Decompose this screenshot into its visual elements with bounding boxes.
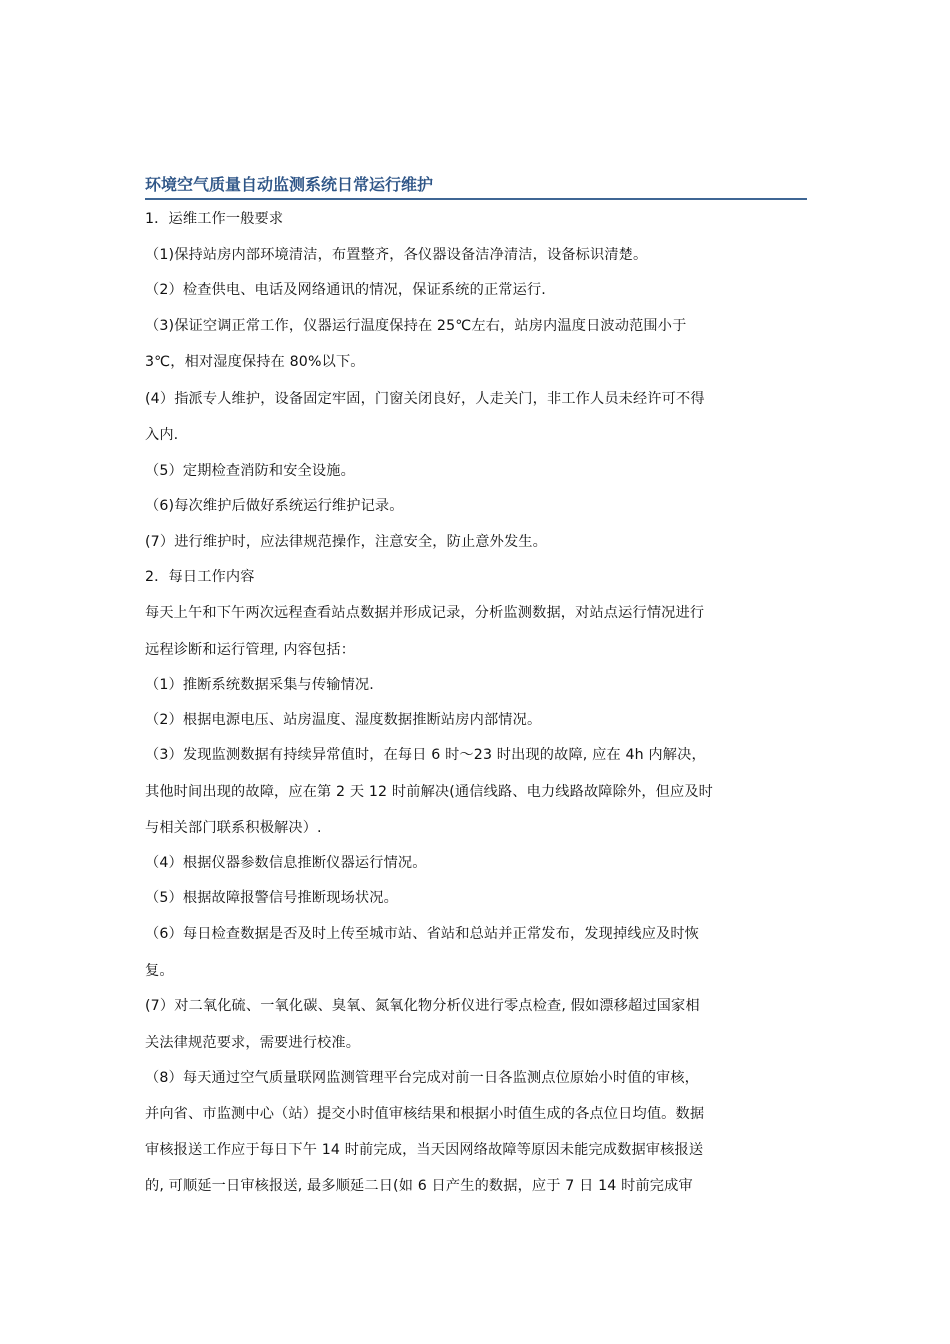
paragraph-line: 复。 [145,963,174,979]
paragraph-line: （5）定期检查消防和安全设施。 [145,463,355,479]
paragraph-line: 审核报送工作应于每日下午 14 时前完成，当天因网络故障等原因未能完成数据审核报送 [145,1142,704,1158]
paragraph-line: (7）对二氧化硫、一氧化碳、臭氧、氮氧化物分析仪进行零点检查, 假如漂移超过国家相 [145,998,700,1014]
paragraph-line: (4）指派专人维护，设备固定牢固，门窗关闭良好，人走关门，非工作人员未经许可不得 [145,391,705,407]
paragraph-line: 与相关部门联系积极解决）. [145,820,322,836]
paragraph-line: 的, 可顺延一日审核报送, 最多顺延二日(如 6 日产生的数据，应于 7 日 14 时前完成审 [145,1178,693,1194]
paragraph-line: (7）进行维护时，应法律规范操作，注意安全，防止意外发生。 [145,534,547,550]
title-underline [145,198,807,200]
paragraph-line: （1）推断系统数据采集与传输情况. [145,677,374,693]
paragraph-line: （8）每天通过空气质量联网监测管理平台完成对前一日各监测点位原始小时值的审核， [145,1070,700,1086]
paragraph-line: 关法律规范要求，需要进行校准。 [145,1035,361,1051]
paragraph-line: 并向省、市监测中心（站）提交小时值审核结果和根据小时值生成的各点位日均值。数据 [145,1106,705,1122]
paragraph-line: （2）根据电源电压、站房温度、湿度数据推断站房内部情况。 [145,712,542,728]
paragraph-line: 其他时间出现的故障，应在第 2 天 12 时前解决(通信线路、电力线路故障除外，但应及时 [145,784,714,800]
paragraph-line: 入内. [145,427,179,443]
paragraph-line: 远程诊断和运行管理, 内容包括： [145,642,356,658]
paragraph-line: 3℃，相对湿度保持在 80%以下。 [145,354,365,370]
section-heading: 2．每日工作内容 [145,569,255,585]
paragraph-line: （4）根据仪器参数信息推断仪器运行情况。 [145,855,427,871]
paragraph-line: （6）每日检查数据是否及时上传至城市站、省站和总站并正常发布，发现掉线应及时恢 [145,926,700,942]
paragraph-line: 每天上午和下午两次远程查看站点数据并形成记录，分析监测数据，对站点运行情况进行 [145,605,705,621]
section-heading: 1．运维工作一般要求 [145,211,284,227]
document-title: 环境空气质量自动监测系统日常运行维护 [145,175,434,194]
paragraph-line: （3)保证空调正常工作，仪器运行温度保持在 25℃左右，站房内温度日波动范围小于 [145,318,687,334]
paragraph-line: （6)每次维护后做好系统运行维护记录。 [145,498,404,514]
paragraph-line: （5）根据故障报警信号推断现场状况。 [145,890,398,906]
paragraph-line: （3）发现监测数据有持续异常值时，在每日 6 时～23 时出现的故障, 应在 4h 内解决， [145,747,706,763]
paragraph-line: （1)保持站房内部环境清洁，布置整齐，各仪器设备洁净清洁，设备标识清楚。 [145,247,648,263]
paragraph-line: （2）检查供电、电话及网络通讯的情况，保证系统的正常运行. [145,282,546,298]
